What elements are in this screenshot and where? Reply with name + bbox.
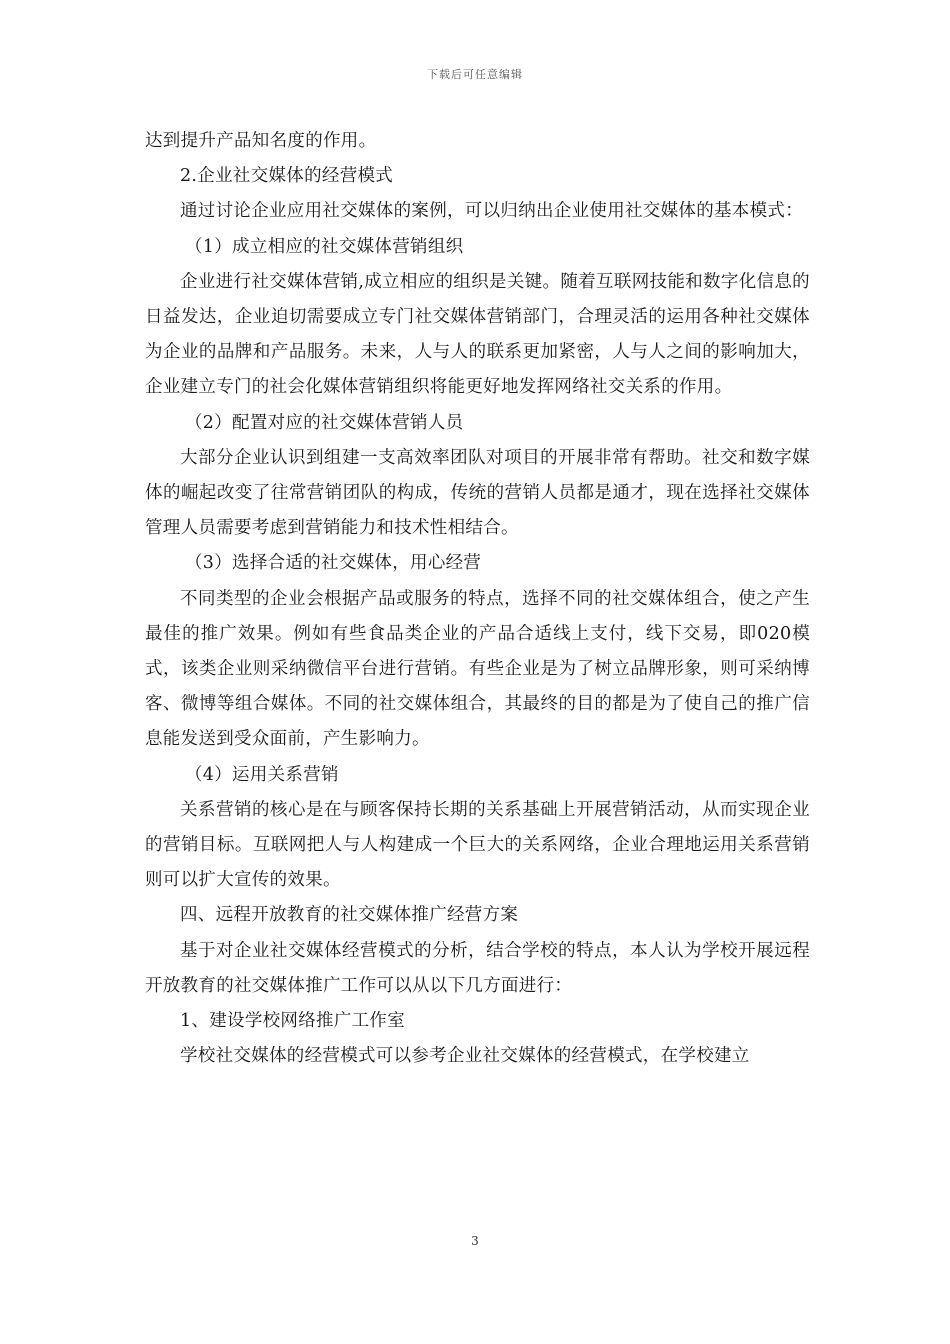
paragraph-media-choice: 不同类型的企业会根据产品或服务的特点，选择不同的社交媒体组合，使之产生最佳的推广效果。例如有些食品类企业的产品合适线上支付，线下交易，即020模式，该类企业则采纳微信平台进行营销。有些企业是为了树立品牌形象，则可采纳博客、微博等组合媒体。不同的社交媒体组合，其最终的目的都是为了使自己的推广信息能发送到受众面前，产生影响力。 (145, 588, 810, 750)
paragraph-relationship-marketing: 关系营销的核心是在与顾客保持长期的关系基础上开展营销活动，从而实现企业的营销目标。互联网把人与人构建成一个巨大的关系网络，企业合理地运用关系营销则可以扩大宣传的效果。 (145, 799, 810, 891)
subheading-organization: （1）成立相应的社交媒体营销组织 (185, 236, 464, 257)
subheading-network-studio: 1、建设学校网络推广工作室 (180, 1011, 406, 1032)
subheading-staffing: （2）配置对应的社交媒体营销人员 (185, 412, 464, 433)
page-header: 下载后可任意编辑 (427, 68, 523, 81)
paragraph-staffing: 大部分企业认识到组建一支高效率团队对项目的开展非常有帮助。社交和数字媒体的崛起改变了往常营销团队的构成，传统的营销人员都是通才，现在选择社交媒体管理人员需要考虑到营销能力和技术性相结合。 (145, 447, 810, 539)
subheading-relationship-marketing: （4）运用关系营销 (185, 764, 339, 785)
paragraph-intro-models: 通过讨论企业应用社交媒体的案例，可以归纳出企业使用社交媒体的基本模式： (180, 201, 803, 222)
subheading-media-choice: （3）选择合适的社交媒体，用心经营 (185, 553, 482, 574)
paragraph-continuation: 达到提升产品知名度的作用。 (145, 131, 377, 151)
paragraph-organization: 企业进行社交媒体营销,成立相应的组织是关键。随着互联网技能和数字化信息的日益发达，企业迫切需要成立专门社交媒体营销部门，合理灵活的运用各种社交媒体为企业的品牌和产品服务。未来，人与人的联系更加紧密，人与人之间的影响加大，企业建立专门的社会化媒体营销组织将能更好地发挥网络社交关系的作用。 (145, 271, 810, 398)
document-body (145, 124, 810, 1074)
section-heading-business-models: 2.企业社交媒体的经营模式 (180, 166, 394, 187)
page-number: 3 (471, 1234, 479, 1248)
paragraph-network-studio: 学校社交媒体的经营模式可以参考企业社交媒体的经营模式，在学校建立 (180, 1046, 750, 1067)
section-heading-distance-education: 四、远程开放教育的社交媒体推广经营方案 (180, 905, 519, 926)
paragraph-distance-education-intro: 基于对企业社交媒体经营模式的分析，结合学校的特点，本人认为学校开展远程开放教育的社交媒体推广工作可以从以下几方面进行： (145, 940, 810, 996)
